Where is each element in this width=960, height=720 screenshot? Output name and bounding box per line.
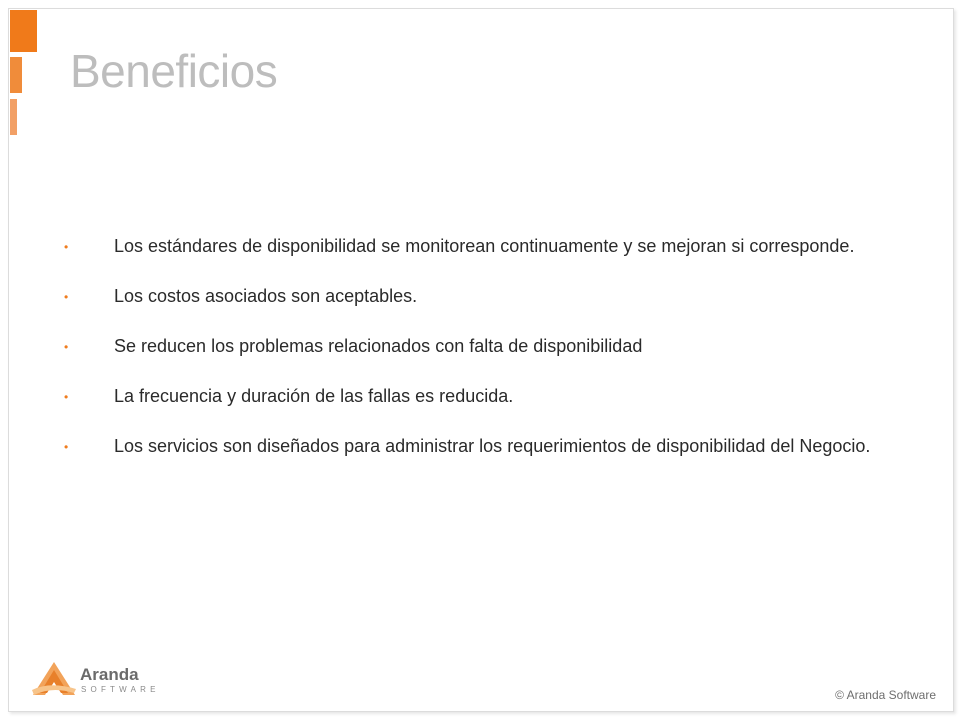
slide-title: Beneficios <box>70 45 278 97</box>
aranda-logo-icon <box>30 659 78 699</box>
bullet-item <box>64 434 904 459</box>
logo-name: Aranda <box>80 665 139 684</box>
bullet-text: Los costos asociados son aceptables. <box>114 286 418 306</box>
bullet-text: Los servicios son diseñados para administrar los requerimientos de disponibilidad del Negocio. <box>114 436 871 456</box>
accent-bar-medium <box>10 57 22 93</box>
bullet-text: Se reducen los problemas relacionados con falta de disponibilidad <box>114 336 643 356</box>
accent-bar-large <box>10 10 37 52</box>
bullet-text: Los estándares de disponibilidad se monitorean continuamente y se mejoran si corresponde. <box>114 236 855 256</box>
bullet-text: La frecuencia y duración de las fallas es reducida. <box>114 386 514 406</box>
aranda-logo <box>30 659 170 699</box>
accent-bar-small <box>10 99 17 135</box>
bullet-item <box>64 334 904 359</box>
bullet-icon: • <box>64 440 69 454</box>
bullet-icon: • <box>64 390 69 404</box>
bullet-icon: • <box>64 240 69 254</box>
copyright-text: © Aranda Software <box>835 688 936 702</box>
bullet-item <box>64 284 904 309</box>
logo-subtitle: SOFTWARE <box>81 685 160 694</box>
bullet-list <box>64 234 904 484</box>
bullet-icon: • <box>64 290 69 304</box>
bullet-icon: • <box>64 340 69 354</box>
bullet-item <box>64 384 904 409</box>
bullet-item <box>64 234 904 259</box>
